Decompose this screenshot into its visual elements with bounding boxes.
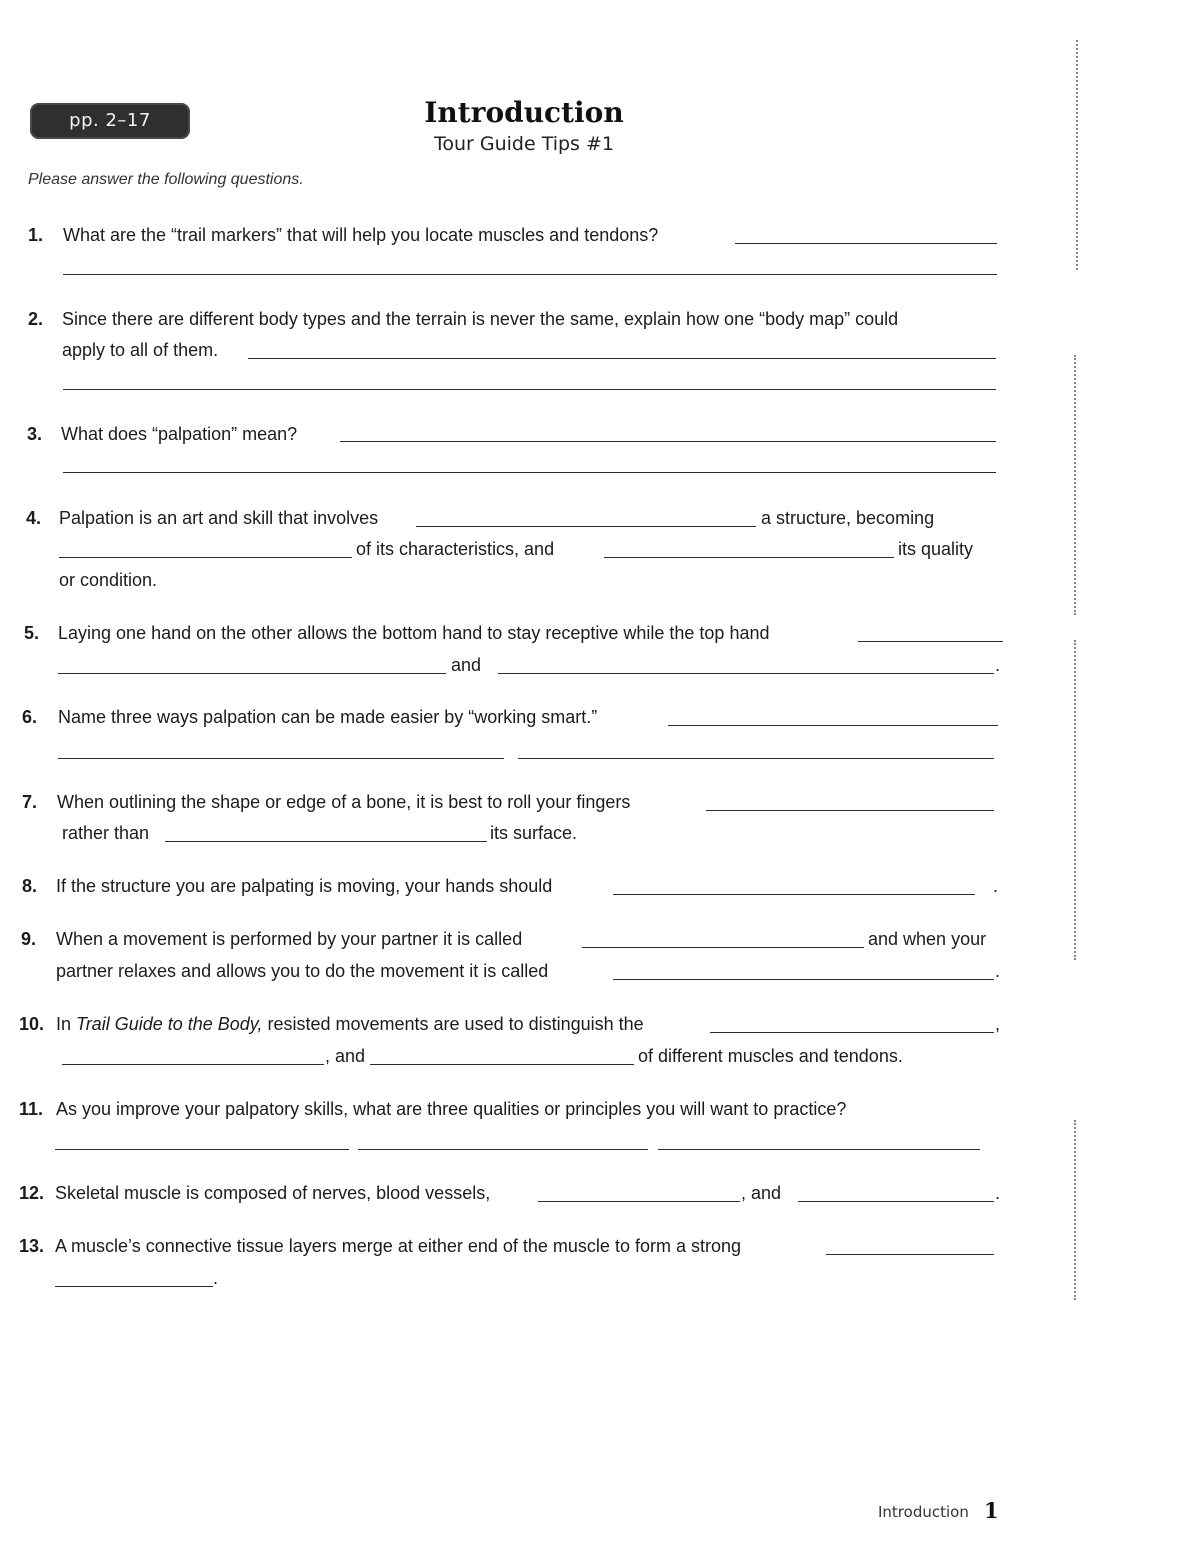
- answer-blank[interactable]: [63, 274, 997, 275]
- instructions: Please answer the following questions.: [28, 171, 304, 188]
- question-text: , and: [741, 1183, 782, 1203]
- period: .: [993, 876, 999, 896]
- question-text: Palpation is an art and skill that involves: [59, 508, 379, 528]
- answer-blank[interactable]: [604, 557, 894, 558]
- question-text: What does “palpation” mean?: [61, 424, 298, 444]
- answer-blank[interactable]: [826, 1254, 994, 1255]
- period: .: [213, 1268, 219, 1288]
- answer-blank[interactable]: [668, 725, 998, 726]
- question-text: a structure, becoming: [761, 508, 935, 528]
- scan-edge-marks: [1076, 40, 1078, 270]
- book-title: Trail Guide to the Body,: [76, 1014, 263, 1034]
- question-text: [56, 1014, 644, 1035]
- answer-blank[interactable]: [165, 841, 487, 842]
- question-text: and when your: [868, 929, 987, 949]
- answer-blank[interactable]: [735, 243, 997, 244]
- answer-blank[interactable]: [498, 673, 994, 674]
- question-text: A muscle’s connective tissue layers merge at either end of the muscle to form a strong: [55, 1236, 741, 1256]
- question-number: 13.: [19, 1236, 45, 1256]
- question-text: Since there are different body types and the terrain is never the same, explain how one “body map” could: [62, 309, 899, 329]
- answer-blank[interactable]: [613, 894, 975, 895]
- period: .: [995, 961, 1001, 981]
- answer-blank[interactable]: [858, 641, 1003, 642]
- scan-edge-marks: [1074, 355, 1076, 615]
- answer-blank[interactable]: [370, 1064, 634, 1065]
- question-text: Name three ways palpation can be made easier by “working smart.”: [58, 707, 598, 727]
- question-text: partner relaxes and allows you to do the movement it is called: [56, 961, 549, 981]
- answer-blank[interactable]: [55, 1149, 349, 1150]
- question-number: 12.: [19, 1183, 45, 1203]
- answer-blank[interactable]: [62, 1064, 324, 1065]
- page-subtitle: Tour Guide Tips #1: [433, 133, 615, 155]
- answer-blank[interactable]: [248, 358, 996, 359]
- question-text: its quality: [898, 539, 974, 559]
- question-number: 8.: [22, 876, 38, 896]
- question-number: 6.: [22, 707, 38, 727]
- question-text: If the structure you are palpating is moving, your hands should: [56, 876, 553, 896]
- answer-blank[interactable]: [798, 1201, 994, 1202]
- scan-edge-marks: [1074, 1120, 1076, 1300]
- question-number: 4.: [26, 508, 42, 528]
- text-run: resisted movements are used to distinguish the: [267, 1014, 644, 1034]
- answer-blank[interactable]: [613, 979, 994, 980]
- question-text: Laying one hand on the other allows the bottom hand to stay receptive while the top hand: [58, 623, 770, 643]
- answer-blank[interactable]: [55, 1286, 213, 1287]
- question-number: 3.: [27, 424, 43, 444]
- answer-blank[interactable]: [63, 472, 996, 473]
- question-text: of its characteristics, and: [356, 539, 555, 559]
- question-text: and: [451, 655, 482, 675]
- text-run: In: [56, 1014, 72, 1034]
- question-text: When a movement is performed by your partner it is called: [56, 929, 523, 949]
- footer-section-label: Introduction: [878, 1503, 969, 1521]
- answer-blank[interactable]: [358, 1149, 648, 1150]
- question-text: Skeletal muscle is composed of nerves, blood vessels,: [55, 1183, 491, 1203]
- question-text: , and: [325, 1046, 366, 1066]
- answer-blank[interactable]: [340, 441, 996, 442]
- question-text: rather than: [62, 823, 150, 843]
- answer-blank[interactable]: [706, 810, 994, 811]
- question-text: As you improve your palpatory skills, what are three qualities or principles you will want to practice?: [56, 1099, 847, 1119]
- page-range-badge: pp. 2–17: [30, 103, 190, 139]
- answer-blank[interactable]: [59, 557, 352, 558]
- answer-blank[interactable]: [518, 758, 994, 759]
- comma: ,: [995, 1014, 1001, 1034]
- answer-blank[interactable]: [58, 758, 504, 759]
- page-title: Introduction: [424, 96, 624, 129]
- question-number: 5.: [24, 623, 40, 643]
- question-number: 9.: [21, 929, 37, 949]
- question-number: 2.: [28, 309, 44, 329]
- question-text: When outlining the shape or edge of a bone, it is best to roll your fingers: [57, 792, 631, 812]
- answer-blank[interactable]: [710, 1032, 994, 1033]
- question-number: 10.: [19, 1014, 45, 1034]
- page-number: 1: [984, 1498, 999, 1523]
- question-text: What are the “trail markers” that will help you locate muscles and tendons?: [63, 225, 659, 245]
- period: .: [995, 1183, 1001, 1203]
- question-number: 11.: [19, 1099, 44, 1119]
- question-text: of different muscles and tendons.: [638, 1046, 903, 1066]
- question-text: apply to all of them.: [62, 340, 219, 360]
- answer-blank[interactable]: [582, 947, 864, 948]
- question-text: or condition.: [59, 570, 158, 590]
- question-number: 1.: [28, 225, 44, 245]
- answer-blank[interactable]: [658, 1149, 980, 1150]
- answer-blank[interactable]: [63, 389, 996, 390]
- answer-blank[interactable]: [58, 673, 446, 674]
- scan-edge-marks: [1074, 640, 1076, 960]
- question-text: its surface.: [490, 823, 578, 843]
- answer-blank[interactable]: [416, 526, 756, 527]
- period: .: [995, 655, 1001, 675]
- question-number: 7.: [22, 792, 38, 812]
- answer-blank[interactable]: [538, 1201, 740, 1202]
